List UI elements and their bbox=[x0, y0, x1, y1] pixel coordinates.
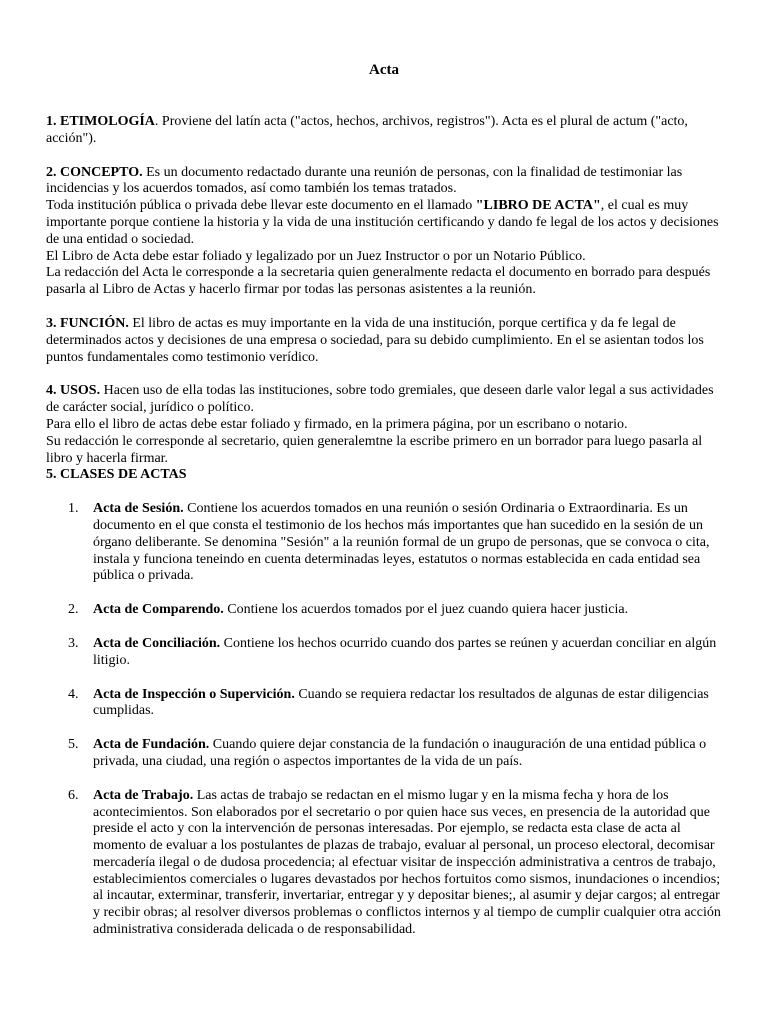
section-heading: 4. USOS. bbox=[46, 383, 101, 399]
section-text: . Proviene del latín acta ("actos, hechos, archivos, registros"). Acta es el plural de actum ("acto, acción"). bbox=[46, 114, 688, 146]
list-item-head: Acta de Fundación. bbox=[93, 737, 210, 753]
document-body bbox=[46, 114, 722, 956]
list-item bbox=[46, 687, 722, 721]
section-text: Es un documento redactado durante una reunión de personas, con la finalidad de testimoniar las incidencias y los acuerdos tomados, así como también los temas tratados. bbox=[46, 164, 683, 197]
bold-run: "LIBRO DE ACTA" bbox=[475, 198, 601, 214]
list-item bbox=[46, 602, 722, 619]
paragraph: El Libro de Acta debe estar foliado y legalizado por un Juez Instructor o por un Notario Público. bbox=[46, 248, 586, 264]
list-item-text: Contiene los acuerdos tomados por el juez cuando quiera hacer justicia. bbox=[223, 602, 629, 618]
list-number: 6. bbox=[68, 787, 79, 803]
list-item bbox=[46, 501, 722, 585]
list-item-head: Acta de Comparendo. bbox=[93, 602, 224, 618]
list-number: 5. bbox=[68, 737, 79, 753]
text-run: , el cual es muy importante porque contiene la historia y la vida de una institución certificando y dando fe legal de los actos y decisiones de una entidad o sociedad. bbox=[46, 198, 719, 247]
list-item-head: Acta de Inspección o Supervición. bbox=[93, 686, 295, 702]
page-title: Acta bbox=[369, 62, 399, 78]
section-heading: 1. ETIMOLOGÍA bbox=[46, 114, 155, 129]
section-heading: 3. FUNCIÓN. bbox=[46, 315, 129, 331]
list-item-text: Cuando se requiera redactar los resultados de algunas de estar diligencias cumplidas. bbox=[93, 686, 709, 719]
list-number: 4. bbox=[68, 686, 79, 702]
list-number: 2. bbox=[68, 602, 79, 618]
paragraph: Su redacción le corresponde al secretario, quien generalemtne la escribe primero en un borrador para luego pasarla al libro y hacerla firmar. bbox=[46, 433, 703, 466]
list-item-text: Contiene los acuerdos tomados en una reunión o sesión Ordinaria o Extraordinaria. Es un documento en el que consta el testimonio de los hechos más importantes que han sucedido en la sesión de un órgano deliberante. Se denomina "Sesión" a la reunión formal de un grupo de personas, que se convoca o cita, instala y funciona teneindo en cuenta determinadas leyes, estatutos o normas establecida en cada entidad sea pública o privada. bbox=[93, 501, 710, 584]
paragraph: La redacción del Acta le corresponde a la secretaria quien generalmente redacta el documento en borrado para después pasarla al Libro de Actas y hacerlo firmar por todas las personas asistentes a la reunión. bbox=[46, 265, 711, 298]
section-etimologia bbox=[46, 114, 722, 148]
list-item-head: Acta de Conciliación. bbox=[93, 635, 221, 651]
list-item bbox=[46, 636, 722, 670]
paragraph: Para ello el libro de actas debe estar foliado y firmado, en la primera página, por un escribano o notario. bbox=[46, 416, 628, 432]
list-number: 1. bbox=[68, 501, 79, 517]
list-item-text: Las actas de trabajo se redactan en el mismo lugar y en la misma fecha y hora de los acontecimientos. Son elaborados por el secretario o por quien hace sus veces, en presencia de la autoridad que preside el acto y con la intervención de personas interesadas. Por ejemplo, se redacta esta clase de acta al momento de evaluar a los postulantes de plazas de trabajo, evaluar al personal, un proceso electoral, decomisar mercadería ilegal o de dudosa procedencia; al efectuar visitar de inspección administrativa a centros de trabajo, establecimientos comerciales o lugares devastados por hechos fortuitos como sismos, inundaciones o incendios; al incautar, exterminar, transferir, invertariar, entregar y y depositar bienes;, al asumir y dejar cargos; al entregar y recibir obras; al resolver diversos problemas o conflictos internos y al tiempo de cumplir cualquier otra acción administrativa considerada delicada o de responsabilidad. bbox=[93, 787, 721, 938]
section-concepto bbox=[46, 165, 722, 199]
list-number: 3. bbox=[68, 635, 79, 651]
section-heading: 2. CONCEPTO. bbox=[46, 164, 143, 180]
text-run: Toda institución pública o privada debe llevar este documento en el llamado bbox=[46, 198, 476, 214]
list-item-head: Acta de Sesión. bbox=[93, 501, 184, 517]
section-text: Hacen uso de ella todas las instituciones, sobre todo gremiales, que deseen darle valor legal a sus actividades de carácter social, jurídico o político. bbox=[46, 383, 714, 416]
list-item bbox=[46, 737, 722, 771]
list-item bbox=[46, 788, 722, 939]
list-item-text: Cuando quiere dejar constancia de la fundación o inauguración de una entidad pública o privada, una ciudad, una región o aspectos importantes de la vida de un país. bbox=[93, 737, 707, 769]
list-item-head: Acta de Trabajo. bbox=[93, 787, 194, 803]
list-item-text: Contiene los hechos ocurrido cuando dos partes se reúnen y acuerdan conciliar en algún litigio. bbox=[93, 635, 717, 668]
section-clases bbox=[46, 467, 722, 484]
section-funcion bbox=[46, 316, 722, 366]
paragraph bbox=[46, 198, 722, 248]
section-heading: 5. CLASES DE ACTAS bbox=[46, 467, 187, 483]
clases-list bbox=[46, 501, 722, 939]
section-text: El libro de actas es muy importante en la vida de una institución, porque certifica y da fe legal de determinados actos y decisiones de una empresa o sociedad, para su debido cumplimiento. En el se asientan todos los puntos fundamentales como testimonio verídico. bbox=[46, 315, 704, 365]
section-usos bbox=[46, 383, 722, 417]
